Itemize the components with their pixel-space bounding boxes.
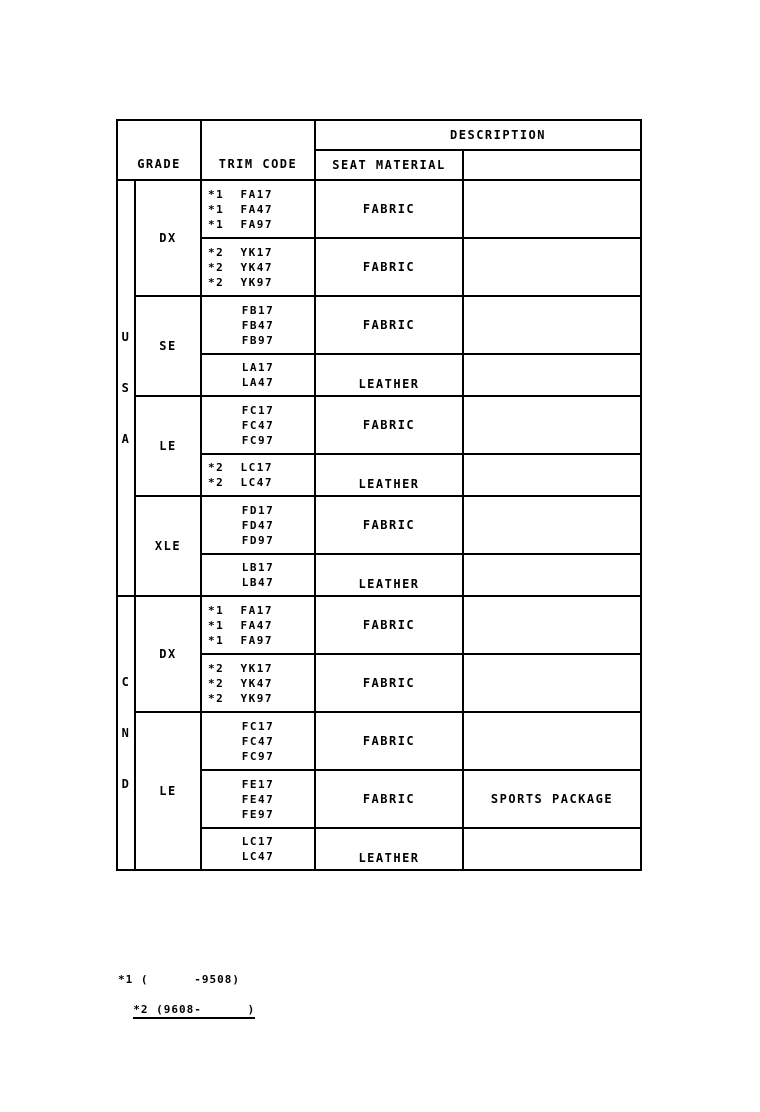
- description: [463, 180, 641, 238]
- trim-codes: LA17 LA47: [201, 354, 315, 396]
- region-usa: [117, 180, 135, 596]
- footnote-2: *2 (9608- ): [133, 1002, 255, 1019]
- description: [463, 654, 641, 712]
- trim-codes: FC17 FC47 FC97: [201, 712, 315, 770]
- seat-material: LEATHER: [315, 554, 463, 596]
- description: [463, 454, 641, 496]
- grade-cell: XLE: [135, 496, 201, 596]
- trim-codes: LC17 LC47: [201, 828, 315, 870]
- trim-codes: FB17 FB47 FB97: [201, 296, 315, 354]
- description: [463, 828, 641, 870]
- region-letter: A: [121, 431, 131, 446]
- description-header: DESCRIPTION: [315, 120, 641, 150]
- trim-codes: LB17 LB47: [201, 554, 315, 596]
- description: [463, 238, 641, 296]
- seat-material: FABRIC: [315, 396, 463, 454]
- description: [463, 596, 641, 654]
- grade-cell: DX: [135, 180, 201, 296]
- trim-codes: *2 YK17 *2 YK47 *2 YK97: [201, 654, 315, 712]
- seat-material-header: SEAT MATERIAL: [315, 150, 463, 180]
- region-letter: D: [121, 776, 131, 791]
- seat-material: LEATHER: [315, 454, 463, 496]
- region-letter: C: [121, 674, 131, 689]
- region-letter: U: [121, 329, 131, 344]
- seat-material: FABRIC: [315, 770, 463, 828]
- trim-codes: *2 YK17 *2 YK47 *2 YK97: [201, 238, 315, 296]
- description-subheader-blank: [463, 150, 641, 180]
- region-letter: N: [121, 725, 131, 740]
- seat-material: FABRIC: [315, 180, 463, 238]
- description: [463, 496, 641, 554]
- grade-cell: DX: [135, 596, 201, 712]
- trim-code-header: TRIM CODE: [201, 120, 315, 180]
- description: [463, 354, 641, 396]
- description: [463, 712, 641, 770]
- region-letter: S: [121, 380, 131, 395]
- footnotes: [118, 942, 255, 1019]
- trim-code-table: [116, 119, 642, 871]
- seat-material: FABRIC: [315, 654, 463, 712]
- seat-material: FABRIC: [315, 496, 463, 554]
- seat-material: FABRIC: [315, 596, 463, 654]
- trim-codes: FC17 FC47 FC97: [201, 396, 315, 454]
- description: [463, 396, 641, 454]
- trim-codes: FD17 FD47 FD97: [201, 496, 315, 554]
- seat-material: FABRIC: [315, 712, 463, 770]
- seat-material: FABRIC: [315, 296, 463, 354]
- grade-cell: LE: [135, 396, 201, 496]
- seat-material: LEATHER: [315, 828, 463, 870]
- grade-cell: SE: [135, 296, 201, 396]
- grade-header: GRADE: [117, 120, 201, 180]
- seat-material: FABRIC: [315, 238, 463, 296]
- description: [463, 554, 641, 596]
- region-cnd: [117, 596, 135, 870]
- trim-codes: FE17 FE47 FE97: [201, 770, 315, 828]
- description: [463, 296, 641, 354]
- footnote-1: *1 ( -9508): [118, 973, 240, 986]
- grade-cell: LE: [135, 712, 201, 870]
- trim-codes: *1 FA17 *1 FA47 *1 FA97: [201, 596, 315, 654]
- seat-material: LEATHER: [315, 354, 463, 396]
- trim-codes: *1 FA17 *1 FA47 *1 FA97: [201, 180, 315, 238]
- trim-codes: *2 LC17 *2 LC47: [201, 454, 315, 496]
- description: SPORTS PACKAGE: [463, 770, 641, 828]
